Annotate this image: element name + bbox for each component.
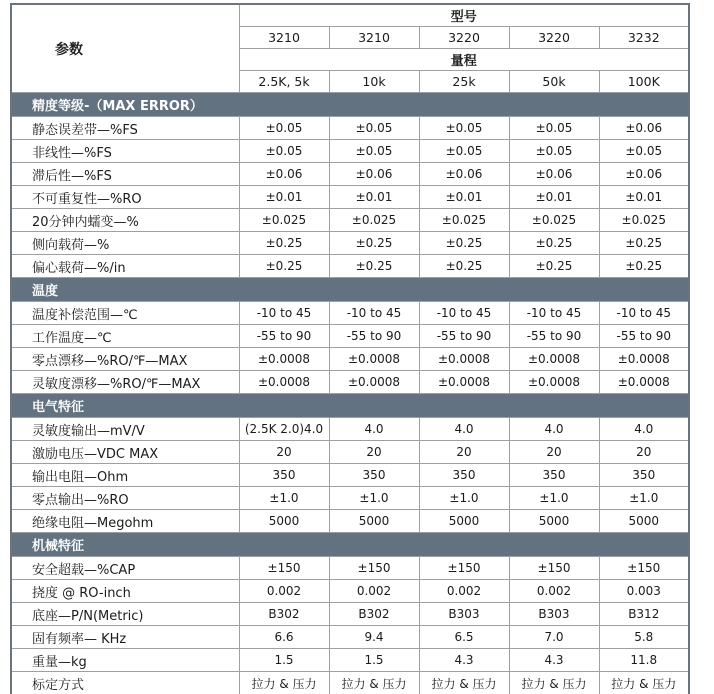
table-row xyxy=(11,464,689,487)
value-cell: ±0.01 xyxy=(329,186,419,209)
value-cell: ±1.0 xyxy=(239,487,329,510)
value-cell: ±0.0008 xyxy=(509,371,599,394)
value-cell: 0.002 xyxy=(419,580,509,603)
range-cell: 100K xyxy=(599,71,689,93)
value-cell: ±0.025 xyxy=(599,209,689,232)
value-cell: 0.002 xyxy=(509,580,599,603)
value-cell: ±0.05 xyxy=(509,117,599,140)
spec-table-body xyxy=(11,93,689,694)
value-cell: ±0.06 xyxy=(419,163,509,186)
value-cell: ±0.25 xyxy=(239,255,329,278)
value-cell: ±0.06 xyxy=(509,163,599,186)
value-cell: B303 xyxy=(509,603,599,626)
section-title: 精度等级-（MAX ERROR） xyxy=(11,93,689,117)
value-cell: ±0.25 xyxy=(599,232,689,255)
value-cell: -55 to 90 xyxy=(509,325,599,348)
value-cell: 6.6 xyxy=(239,626,329,649)
row-label: 挠度 @ RO-inch xyxy=(11,580,239,603)
value-cell: ±0.05 xyxy=(419,140,509,163)
value-cell: ±0.25 xyxy=(509,255,599,278)
table-row xyxy=(11,626,689,649)
value-cell: -55 to 90 xyxy=(419,325,509,348)
row-label: 温度补偿范围—℃ xyxy=(11,302,239,325)
value-cell: 20 xyxy=(419,441,509,464)
value-cell: ±0.01 xyxy=(599,186,689,209)
row-label: 偏心载荷—%/in xyxy=(11,255,239,278)
value-cell: ±0.01 xyxy=(509,186,599,209)
value-cell: (2.5K 2.0)4.0 xyxy=(239,418,329,441)
value-cell: ±0.06 xyxy=(599,163,689,186)
spec-table-header xyxy=(11,4,689,93)
table-row xyxy=(11,232,689,255)
table-row xyxy=(11,487,689,510)
value-cell: ±0.25 xyxy=(239,232,329,255)
model-cell: 3210 xyxy=(329,27,419,49)
param-header-cell: 参数 xyxy=(11,4,239,93)
value-cell: ±0.25 xyxy=(329,232,419,255)
value-cell: 4.3 xyxy=(419,649,509,672)
value-cell: ±0.01 xyxy=(419,186,509,209)
value-cell: ±0.0008 xyxy=(329,348,419,371)
value-cell: ±0.06 xyxy=(599,117,689,140)
spec-table xyxy=(10,3,690,694)
table-row xyxy=(11,255,689,278)
section-header-row xyxy=(11,533,689,557)
value-cell: B302 xyxy=(239,603,329,626)
row-label: 静态误差带—%FS xyxy=(11,117,239,140)
model-cell: 3220 xyxy=(419,27,509,49)
value-cell: -55 to 90 xyxy=(599,325,689,348)
value-cell: ±150 xyxy=(509,557,599,580)
value-cell: ±1.0 xyxy=(509,487,599,510)
value-cell: -10 to 45 xyxy=(239,302,329,325)
table-row xyxy=(11,302,689,325)
table-row xyxy=(11,209,689,232)
value-cell: 5000 xyxy=(419,510,509,533)
value-cell: 20 xyxy=(599,441,689,464)
value-cell: 20 xyxy=(239,441,329,464)
value-cell: 350 xyxy=(419,464,509,487)
value-cell: -10 to 45 xyxy=(329,302,419,325)
value-cell: ±0.06 xyxy=(239,163,329,186)
range-cell: 2.5K, 5k xyxy=(239,71,329,93)
value-cell: ±0.05 xyxy=(239,117,329,140)
table-row xyxy=(11,117,689,140)
value-cell: ±0.0008 xyxy=(599,371,689,394)
value-cell: ±0.025 xyxy=(509,209,599,232)
value-cell: ±0.06 xyxy=(329,163,419,186)
value-cell: ±0.0008 xyxy=(419,371,509,394)
row-label: 激励电压—VDC MAX xyxy=(11,441,239,464)
value-cell: 4.0 xyxy=(509,418,599,441)
value-cell: 拉力 & 压力 xyxy=(599,672,689,694)
value-cell: ±0.0008 xyxy=(329,371,419,394)
row-label: 灵敏度输出—mV/V xyxy=(11,418,239,441)
value-cell: ±0.05 xyxy=(509,140,599,163)
value-cell: ±0.05 xyxy=(329,140,419,163)
value-cell: -55 to 90 xyxy=(329,325,419,348)
table-row xyxy=(11,510,689,533)
table-row xyxy=(11,325,689,348)
row-label: 零点漂移—%RO/℉—MAX xyxy=(11,348,239,371)
row-label: 侧向载荷—% xyxy=(11,232,239,255)
range-cell: 10k xyxy=(329,71,419,93)
table-row xyxy=(11,557,689,580)
value-cell: 5000 xyxy=(239,510,329,533)
value-cell: ±0.05 xyxy=(329,117,419,140)
value-cell: ±1.0 xyxy=(329,487,419,510)
value-cell: ±0.025 xyxy=(239,209,329,232)
value-cell: B302 xyxy=(329,603,419,626)
value-cell: ±0.025 xyxy=(419,209,509,232)
value-cell: 5000 xyxy=(329,510,419,533)
value-cell: 1.5 xyxy=(239,649,329,672)
value-cell: -10 to 45 xyxy=(509,302,599,325)
value-cell: 350 xyxy=(329,464,419,487)
table-row xyxy=(11,672,689,694)
section-header-row xyxy=(11,278,689,302)
value-cell: ±0.05 xyxy=(239,140,329,163)
value-cell: 4.0 xyxy=(599,418,689,441)
section-header-row xyxy=(11,93,689,117)
value-cell: ±0.01 xyxy=(239,186,329,209)
value-cell: 拉力 & 压力 xyxy=(419,672,509,694)
value-cell: ±0.0008 xyxy=(239,348,329,371)
value-cell: 1.5 xyxy=(329,649,419,672)
value-cell: 拉力 & 压力 xyxy=(509,672,599,694)
range-header-cell: 量程 xyxy=(239,49,689,71)
value-cell: 350 xyxy=(239,464,329,487)
value-cell: ±150 xyxy=(599,557,689,580)
value-cell: ±1.0 xyxy=(419,487,509,510)
value-cell: 4.0 xyxy=(329,418,419,441)
value-cell: B303 xyxy=(419,603,509,626)
table-row xyxy=(11,649,689,672)
value-cell: 拉力 & 压力 xyxy=(239,672,329,694)
value-cell: ±150 xyxy=(239,557,329,580)
value-cell: ±0.0008 xyxy=(419,348,509,371)
row-label: 安全超载—%CAP xyxy=(11,557,239,580)
section-title: 电气特征 xyxy=(11,394,689,418)
value-cell: ±1.0 xyxy=(599,487,689,510)
row-label: 不可重复性—%RO xyxy=(11,186,239,209)
value-cell: 拉力 & 压力 xyxy=(329,672,419,694)
value-cell: 9.4 xyxy=(329,626,419,649)
value-cell: 5.8 xyxy=(599,626,689,649)
value-cell: ±0.05 xyxy=(419,117,509,140)
value-cell: 7.0 xyxy=(509,626,599,649)
value-cell: 0.002 xyxy=(239,580,329,603)
value-cell: ±0.0008 xyxy=(599,348,689,371)
value-cell: -10 to 45 xyxy=(419,302,509,325)
table-row xyxy=(11,163,689,186)
table-row xyxy=(11,441,689,464)
model-cell: 3232 xyxy=(599,27,689,49)
row-label: 非线性—%FS xyxy=(11,140,239,163)
value-cell: 6.5 xyxy=(419,626,509,649)
table-row xyxy=(11,186,689,209)
model-cell: 3220 xyxy=(509,27,599,49)
table-row xyxy=(11,603,689,626)
value-cell: ±0.25 xyxy=(509,232,599,255)
value-cell: 4.0 xyxy=(419,418,509,441)
value-cell: 4.3 xyxy=(509,649,599,672)
range-cell: 25k xyxy=(419,71,509,93)
row-label: 滞后性—%FS xyxy=(11,163,239,186)
row-label: 重量—kg xyxy=(11,649,239,672)
value-cell: 11.8 xyxy=(599,649,689,672)
section-title: 机械特征 xyxy=(11,533,689,557)
value-cell: ±0.05 xyxy=(599,140,689,163)
row-label: 零点输出—%RO xyxy=(11,487,239,510)
value-cell: 5000 xyxy=(509,510,599,533)
section-header-row xyxy=(11,394,689,418)
model-header-row xyxy=(11,4,689,27)
value-cell: ±0.25 xyxy=(419,232,509,255)
value-cell: ±0.025 xyxy=(329,209,419,232)
row-label: 工作温度—℃ xyxy=(11,325,239,348)
value-cell: ±0.25 xyxy=(419,255,509,278)
value-cell: 5000 xyxy=(599,510,689,533)
table-row xyxy=(11,371,689,394)
value-cell: 20 xyxy=(509,441,599,464)
model-header-cell: 型号 xyxy=(239,4,689,27)
value-cell: ±0.25 xyxy=(329,255,419,278)
section-title: 温度 xyxy=(11,278,689,302)
value-cell: 350 xyxy=(509,464,599,487)
row-label: 输出电阻—Ohm xyxy=(11,464,239,487)
range-cell: 50k xyxy=(509,71,599,93)
value-cell: ±0.0008 xyxy=(509,348,599,371)
row-label: 绝缘电阻—Megohm xyxy=(11,510,239,533)
table-row xyxy=(11,418,689,441)
row-label: 固有频率— KHz xyxy=(11,626,239,649)
value-cell: 350 xyxy=(599,464,689,487)
row-label: 灵敏度漂移—%RO/℉—MAX xyxy=(11,371,239,394)
value-cell: ±150 xyxy=(329,557,419,580)
value-cell: B312 xyxy=(599,603,689,626)
table-row xyxy=(11,348,689,371)
value-cell: -55 to 90 xyxy=(239,325,329,348)
value-cell: ±150 xyxy=(419,557,509,580)
value-cell: ±0.25 xyxy=(599,255,689,278)
table-row xyxy=(11,140,689,163)
value-cell: 20 xyxy=(329,441,419,464)
value-cell: ±0.0008 xyxy=(239,371,329,394)
value-cell: 0.002 xyxy=(329,580,419,603)
row-label: 底座—P/N(Metric) xyxy=(11,603,239,626)
row-label: 标定方式 xyxy=(11,672,239,694)
model-cell: 3210 xyxy=(239,27,329,49)
table-row xyxy=(11,580,689,603)
value-cell: 0.003 xyxy=(599,580,689,603)
value-cell: -10 to 45 xyxy=(599,302,689,325)
row-label: 20分钟内蠕变—% xyxy=(11,209,239,232)
